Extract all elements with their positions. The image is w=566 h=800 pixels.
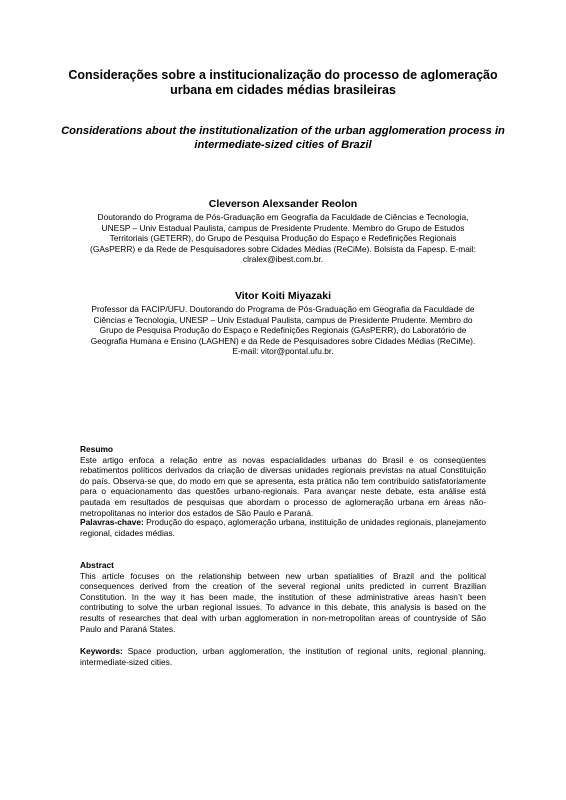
abstract-section — [80, 560, 486, 634]
palavras-chave-label: Palavras-chave: — [80, 517, 144, 527]
resumo-text: Este artigo enfoca a relação entre as novas espacialidades urbanas do Brasil e os conseqüentes rebatimentos políticos derivados da criação de diversas unidades regionais previstas na atual Constituição do país. Observa-se que, do modo em que se apresenta, esta prática não tem contribuído satisfatoriamente para o equacionamento das questões urbano-regionais. Para avançar neste debate, esta análise está pautada em resultados de pesquisas que abordam o processo de aglomeração urbana em áreas não-metropolitanas no interior dos estados de São Paulo e Paraná. — [80, 454, 486, 518]
title-english: Considerations about the institutionalization of the urban agglomeration process in intermediate-sized cities of Brazil — [61, 125, 505, 151]
abstract-heading: Abstract — [80, 560, 114, 570]
author-2-affiliation: Professor da FACIP/UFU. Doutorando do Programa de Pós-Graduação em Geografia da Faculdade de Ciências e Tecnologia, UNESP – Univ Estadual Paulista, campus de Presidente Prudente. Membro do Grupo de Pesquisa Produção do Espaço e Redefinições Regionais (GAsPERR), do Laboratório de Geografia Humana e Ensino (LAGHEN) e da Rede de Pesquisadores sobre Cidades Médias (ReCiMe). E-mail: vitor@pontal.ufu.br. — [90, 304, 476, 357]
keywords-text: Space production, urban agglomeration, the institution of regional units, regional planning, intermediate-sized cities. — [80, 646, 486, 667]
title-portuguese: Considerações sobre a institucionalização do processo de aglomeração urbana em cidades médias brasileiras — [68, 68, 498, 97]
palavras-chave-section — [80, 517, 486, 538]
keywords-label: Keywords: — [80, 646, 123, 656]
abstract-text: This article focuses on the relationship between new urban spatialities of Brazil and the political consequences derived from the creation of the several regional units predicted in current Brazilian Constitution. In the way it has been made, the institution of these administrative areas hasn’t been contributing to solve the urban regional issues. To advance in this debate, this analysis is based on the results of researches that deal with urban agglomeration in non-metropolitan areas of countryside of São Paulo and Paraná States. — [80, 570, 486, 634]
author-1-name: Cleverson Alexsander Reolon — [208, 198, 358, 210]
author-1-affiliation: Doutorando do Programa de Pós-Graduação em Geografia da Faculdade de Ciências e Tecnologia, UNESP – Univ Estadual Paulista, campus de Presidente Prudente. Membro do Grupo de Estudos Territoriais (GETERR), do Grupo de Pesquisa Produção do Espaço e Redefinições Regionais (GAsPERR) e da Rede de Pesquisadores sobre Cidades Médias (ReCiMe). Bolsista da Fapesp. E-mail: clralex@ibest.com.br. — [90, 212, 476, 265]
palavras-chave-text: Produção do espaço, aglomeração urbana, instituição de unidades regionais, planejamento regional, cidades médias. — [80, 517, 486, 538]
author-2-name: Vitor Koiti Miyazaki — [234, 290, 332, 302]
resumo-heading: Resumo — [80, 444, 114, 454]
keywords-section — [80, 646, 486, 667]
resumo-section — [80, 444, 486, 518]
